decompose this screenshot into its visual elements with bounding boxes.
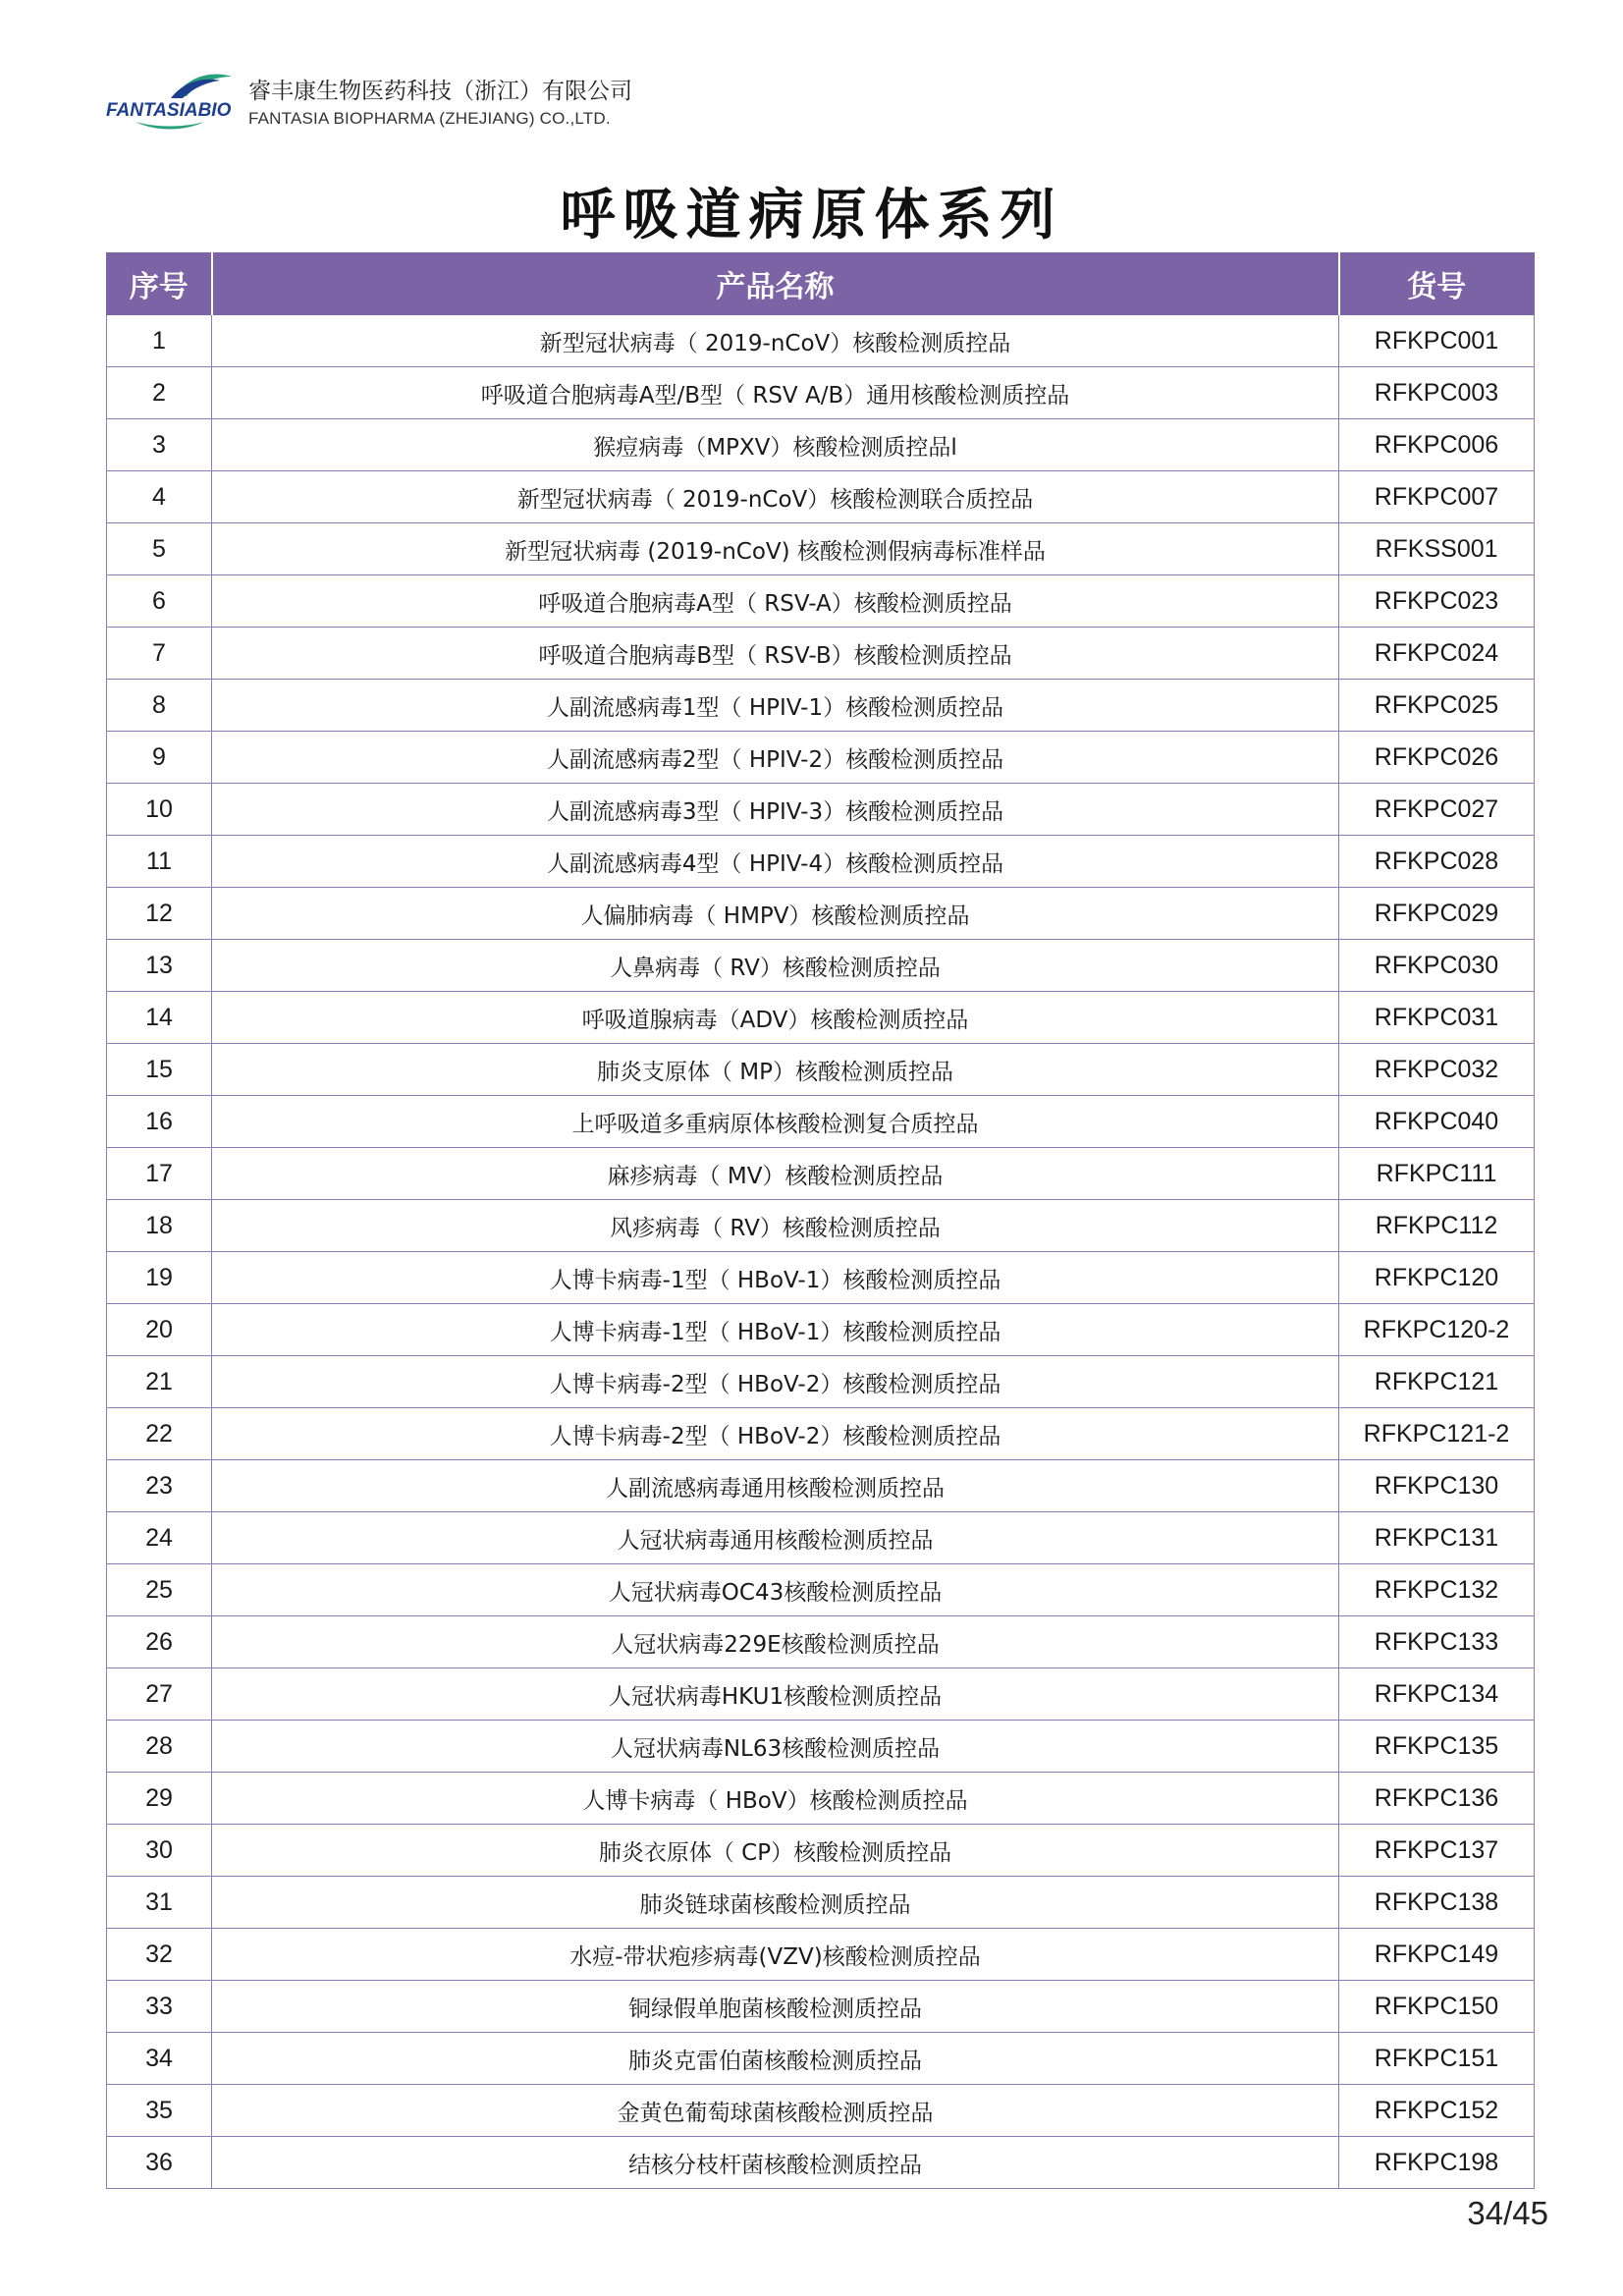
row-seq: 31 [107, 1877, 212, 1929]
table-row [107, 1304, 1535, 1356]
row-product-name: 人博卡病毒-2型（ HBoV-2）核酸检测质控品 [212, 1408, 1339, 1460]
row-seq: 28 [107, 1721, 212, 1773]
row-product-code: RFKPC130 [1339, 1460, 1535, 1512]
row-product-name: 呼吸道合胞病毒A型（ RSV-A）核酸检测质控品 [212, 575, 1339, 628]
row-seq: 13 [107, 940, 212, 992]
row-product-name: 肺炎支原体（ MP）核酸检测质控品 [212, 1044, 1339, 1096]
row-product-name: 麻疹病毒（ MV）核酸检测质控品 [212, 1148, 1339, 1200]
row-product-code: RFKPC001 [1339, 315, 1535, 367]
table-row [107, 888, 1535, 940]
row-product-name: 人副流感病毒1型（ HPIV-1）核酸检测质控品 [212, 680, 1339, 732]
row-seq: 4 [107, 471, 212, 523]
row-product-name: 肺炎衣原体（ CP）核酸检测质控品 [212, 1825, 1339, 1877]
row-seq: 21 [107, 1356, 212, 1408]
row-product-code: RFKPC030 [1339, 940, 1535, 992]
row-seq: 23 [107, 1460, 212, 1512]
table-row [107, 523, 1535, 575]
row-product-code: RFKPC027 [1339, 784, 1535, 836]
table-row [107, 2033, 1535, 2085]
row-product-code: RFKPC007 [1339, 471, 1535, 523]
row-seq: 17 [107, 1148, 212, 1200]
row-product-code: RFKPC120-2 [1339, 1304, 1535, 1356]
row-product-name: 人偏肺病毒（ HMPV）核酸检测质控品 [212, 888, 1339, 940]
table-row [107, 471, 1535, 523]
row-product-code: RFKPC023 [1339, 575, 1535, 628]
row-product-name: 人鼻病毒（ RV）核酸检测质控品 [212, 940, 1339, 992]
row-product-name: 呼吸道合胞病毒B型（ RSV-B）核酸检测质控品 [212, 628, 1339, 680]
row-seq: 15 [107, 1044, 212, 1096]
row-product-code: RFKPC026 [1339, 732, 1535, 784]
row-product-code: RFKPC152 [1339, 2085, 1535, 2137]
table-row [107, 2137, 1535, 2189]
row-seq: 8 [107, 680, 212, 732]
row-product-code: RFKPC149 [1339, 1929, 1535, 1981]
row-product-code: RFKPC137 [1339, 1825, 1535, 1877]
table-row [107, 1721, 1535, 1773]
column-header-name: 产品名称 [212, 253, 1339, 315]
row-seq: 9 [107, 732, 212, 784]
row-product-name: 新型冠状病毒（ 2019-nCoV）核酸检测质控品 [212, 315, 1339, 367]
row-product-code: RFKPC120 [1339, 1252, 1535, 1304]
company-logo [106, 67, 239, 136]
row-product-name: 人副流感病毒3型（ HPIV-3）核酸检测质控品 [212, 784, 1339, 836]
row-product-name: 铜绿假单胞菌核酸检测质控品 [212, 1981, 1339, 2033]
row-product-code: RFKPC121-2 [1339, 1408, 1535, 1460]
table-row [107, 680, 1535, 732]
row-product-code: RFKPC135 [1339, 1721, 1535, 1773]
row-product-name: 人博卡病毒（ HBoV）核酸检测质控品 [212, 1773, 1339, 1825]
table-row [107, 836, 1535, 888]
row-seq: 1 [107, 315, 212, 367]
table-row [107, 732, 1535, 784]
row-seq: 7 [107, 628, 212, 680]
table-row [107, 1929, 1535, 1981]
table-row [107, 1252, 1535, 1304]
row-seq: 19 [107, 1252, 212, 1304]
table-row [107, 1825, 1535, 1877]
row-product-name: 肺炎链球菌核酸检测质控品 [212, 1877, 1339, 1929]
company-name-en: FANTASIA BIOPHARMA (ZHEJIANG) CO.,LTD. [248, 109, 611, 128]
row-product-name: 人冠状病毒NL63核酸检测质控品 [212, 1721, 1339, 1773]
table-row [107, 2085, 1535, 2137]
row-product-code: RFKPC029 [1339, 888, 1535, 940]
row-product-name: 水痘-带状疱疹病毒(VZV)核酸检测质控品 [212, 1929, 1339, 1981]
table-row [107, 1668, 1535, 1721]
row-product-code: RFKPC133 [1339, 1616, 1535, 1668]
row-product-name: 人副流感病毒通用核酸检测质控品 [212, 1460, 1339, 1512]
row-seq: 18 [107, 1200, 212, 1252]
row-product-name: 人冠状病毒HKU1核酸检测质控品 [212, 1668, 1339, 1721]
row-product-code: RFKPC150 [1339, 1981, 1535, 2033]
table-row [107, 1564, 1535, 1616]
row-product-name: 人博卡病毒-2型（ HBoV-2）核酸检测质控品 [212, 1356, 1339, 1408]
row-product-code: RFKSS001 [1339, 523, 1535, 575]
row-product-code: RFKPC112 [1339, 1200, 1535, 1252]
company-name-cn: 睿丰康生物医药科技（浙江）有限公司 [248, 79, 632, 104]
table-row [107, 315, 1535, 367]
row-product-name: 人副流感病毒4型（ HPIV-4）核酸检测质控品 [212, 836, 1339, 888]
row-product-code: RFKPC006 [1339, 419, 1535, 471]
row-product-code: RFKPC138 [1339, 1877, 1535, 1929]
column-header-seq: 序号 [107, 253, 212, 315]
row-product-code: RFKPC151 [1339, 2033, 1535, 2085]
row-product-name: 人冠状病毒通用核酸检测质控品 [212, 1512, 1339, 1564]
row-seq: 12 [107, 888, 212, 940]
row-seq: 3 [107, 419, 212, 471]
row-product-code: RFKPC121 [1339, 1356, 1535, 1408]
row-product-code: RFKPC132 [1339, 1564, 1535, 1616]
row-product-name: 新型冠状病毒（ 2019-nCoV）核酸检测联合质控品 [212, 471, 1339, 523]
row-product-code: RFKPC198 [1339, 2137, 1535, 2189]
row-product-name: 肺炎克雷伯菌核酸检测质控品 [212, 2033, 1339, 2085]
row-seq: 32 [107, 1929, 212, 1981]
row-seq: 6 [107, 575, 212, 628]
row-product-name: 人博卡病毒-1型（ HBoV-1）核酸检测质控品 [212, 1252, 1339, 1304]
table-row [107, 1356, 1535, 1408]
row-seq: 27 [107, 1668, 212, 1721]
row-product-name: 上呼吸道多重病原体核酸检测复合质控品 [212, 1096, 1339, 1148]
table-row [107, 1616, 1535, 1668]
table-header-row [107, 253, 1535, 315]
table-row [107, 1981, 1535, 2033]
table-row [107, 575, 1535, 628]
row-seq: 2 [107, 367, 212, 419]
row-product-code: RFKPC131 [1339, 1512, 1535, 1564]
table-row [107, 419, 1535, 471]
row-product-name: 人博卡病毒-1型（ HBoV-1）核酸检测质控品 [212, 1304, 1339, 1356]
row-seq: 16 [107, 1096, 212, 1148]
row-seq: 29 [107, 1773, 212, 1825]
row-seq: 36 [107, 2137, 212, 2189]
row-product-code: RFKPC032 [1339, 1044, 1535, 1096]
row-product-code: RFKPC111 [1339, 1148, 1535, 1200]
row-seq: 14 [107, 992, 212, 1044]
table-row [107, 628, 1535, 680]
row-seq: 10 [107, 784, 212, 836]
row-product-name: 新型冠状病毒 (2019-nCoV) 核酸检测假病毒标准样品 [212, 523, 1339, 575]
row-product-code: RFKPC134 [1339, 1668, 1535, 1721]
row-product-name: 呼吸道腺病毒（ADV）核酸检测质控品 [212, 992, 1339, 1044]
table-row [107, 992, 1535, 1044]
table-row [107, 1200, 1535, 1252]
page-title: 呼吸道病原体系列 [560, 184, 1063, 247]
table-row [107, 1408, 1535, 1460]
table-row [107, 1148, 1535, 1200]
row-seq: 35 [107, 2085, 212, 2137]
row-seq: 22 [107, 1408, 212, 1460]
row-seq: 25 [107, 1564, 212, 1616]
row-product-code: RFKPC025 [1339, 680, 1535, 732]
table-row [107, 1096, 1535, 1148]
row-product-name: 金黄色葡萄球菌核酸检测质控品 [212, 2085, 1339, 2137]
row-product-code: RFKPC028 [1339, 836, 1535, 888]
row-product-name: 风疹病毒（ RV）核酸检测质控品 [212, 1200, 1339, 1252]
column-header-code: 货号 [1339, 253, 1535, 315]
table-row [107, 1044, 1535, 1096]
row-product-name: 呼吸道合胞病毒A型/B型（ RSV A/B）通用核酸检测质控品 [212, 367, 1339, 419]
row-seq: 20 [107, 1304, 212, 1356]
table-row [107, 367, 1535, 419]
table-row [107, 1877, 1535, 1929]
row-seq: 34 [107, 2033, 212, 2085]
row-seq: 30 [107, 1825, 212, 1877]
row-product-code: RFKPC003 [1339, 367, 1535, 419]
table-row [107, 1460, 1535, 1512]
row-seq: 26 [107, 1616, 212, 1668]
row-product-name: 结核分枝杆菌核酸检测质控品 [212, 2137, 1339, 2189]
table-row [107, 1773, 1535, 1825]
row-seq: 33 [107, 1981, 212, 2033]
row-seq: 5 [107, 523, 212, 575]
row-product-name: 人冠状病毒229E核酸检测质控品 [212, 1616, 1339, 1668]
table-row [107, 940, 1535, 992]
row-seq: 24 [107, 1512, 212, 1564]
row-product-name: 猴痘病毒（MPXV）核酸检测质控品l [212, 419, 1339, 471]
row-product-code: RFKPC031 [1339, 992, 1535, 1044]
row-product-name: 人冠状病毒OC43核酸检测质控品 [212, 1564, 1339, 1616]
row-product-code: RFKPC040 [1339, 1096, 1535, 1148]
row-seq: 11 [107, 836, 212, 888]
table-row [107, 1512, 1535, 1564]
product-table [106, 252, 1535, 2189]
row-product-name: 人副流感病毒2型（ HPIV-2）核酸检测质控品 [212, 732, 1339, 784]
logo-wordmark: FANTASIABIO [106, 100, 232, 121]
row-product-code: RFKPC136 [1339, 1773, 1535, 1825]
table-row [107, 784, 1535, 836]
page-number: 34/45 [1467, 2195, 1548, 2231]
row-product-code: RFKPC024 [1339, 628, 1535, 680]
